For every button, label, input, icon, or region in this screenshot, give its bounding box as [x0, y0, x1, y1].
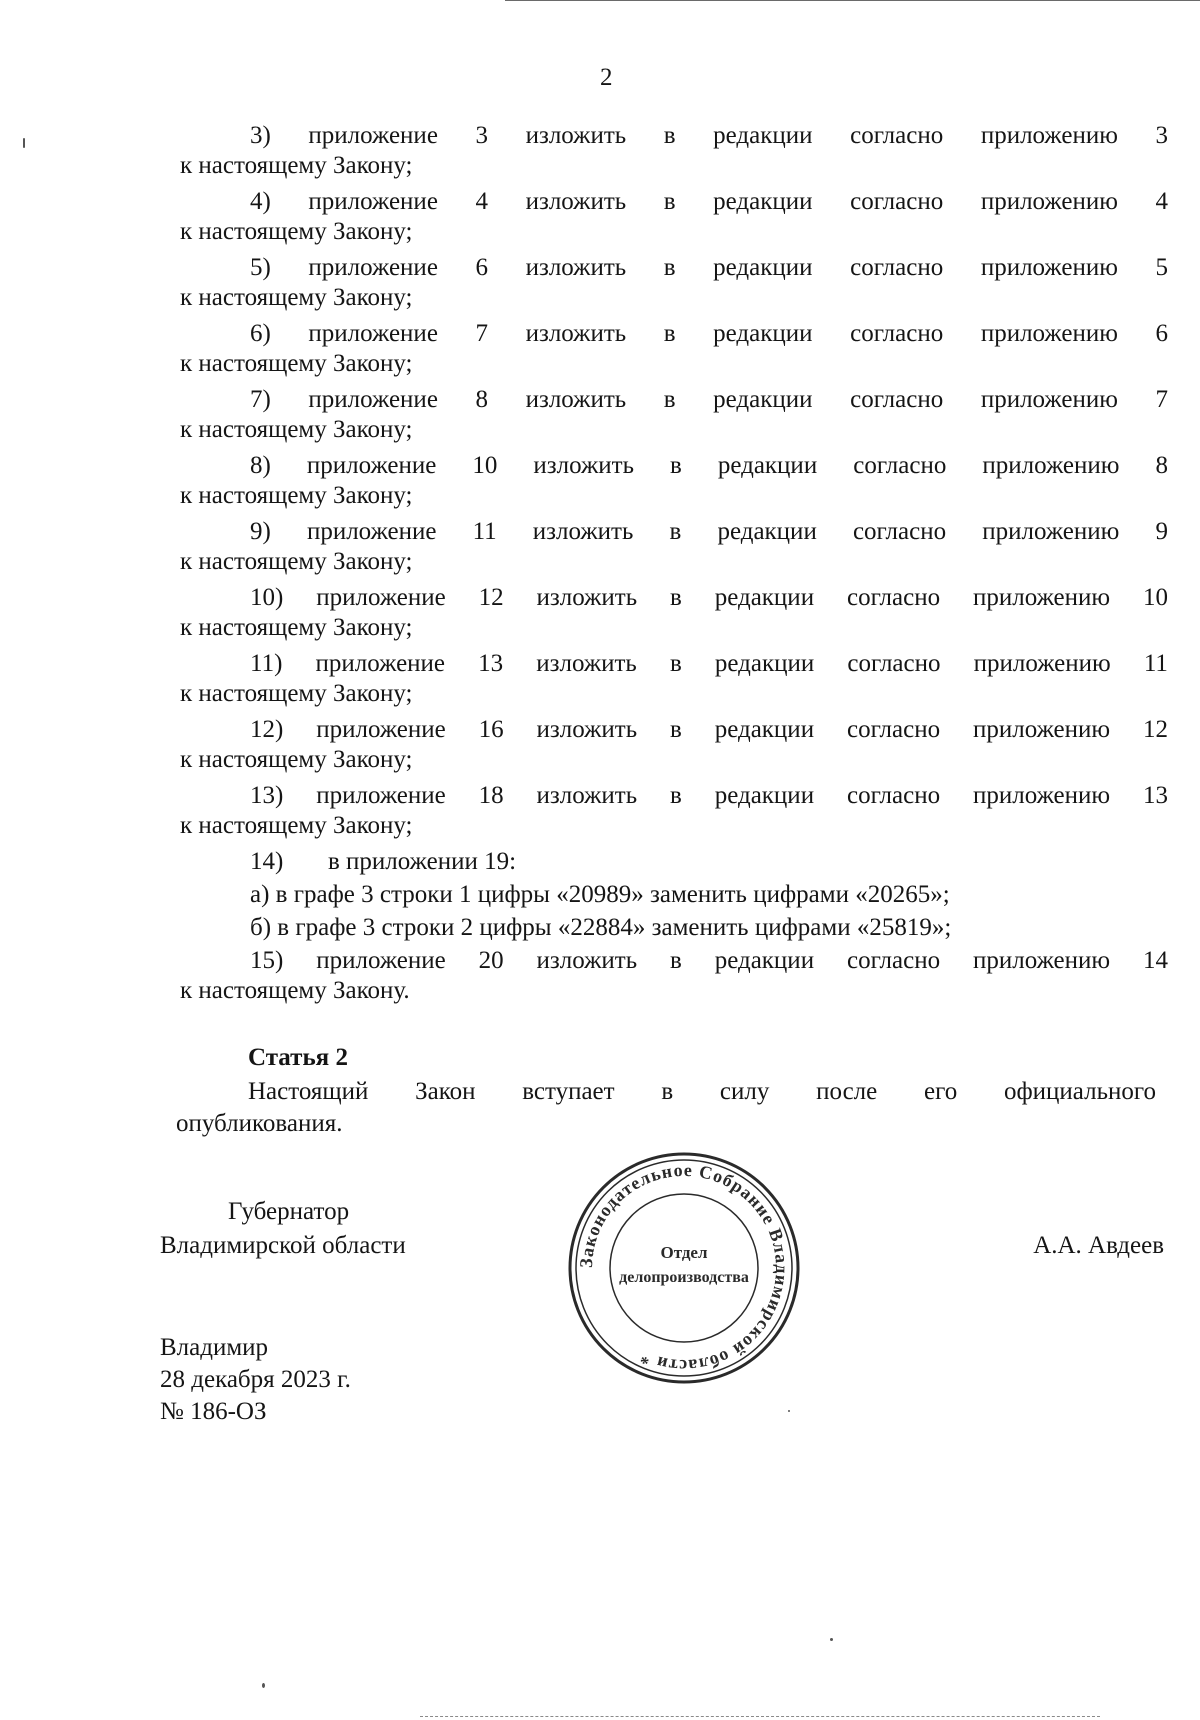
word: приложению	[973, 650, 1111, 677]
official-stamp	[564, 1148, 804, 1388]
word: после	[816, 1078, 878, 1105]
word: изложить	[536, 584, 638, 611]
word: редакции	[714, 782, 815, 809]
word: согласно	[846, 584, 941, 611]
word: изложить	[536, 650, 637, 677]
amendments-list	[180, 122, 1180, 1013]
stamp-ring-textpath: Законодательное Собрание Владимирской области *	[575, 1159, 793, 1377]
item-first-line	[250, 320, 1168, 348]
list-item	[180, 386, 1180, 452]
word: редакции	[713, 122, 813, 149]
word: в	[663, 386, 676, 413]
word: согласно	[852, 518, 947, 545]
word: приложение	[316, 947, 446, 974]
item-number: 3)	[250, 122, 271, 149]
target-number: 12	[1142, 716, 1168, 743]
list-item	[180, 584, 1180, 650]
article-2-title: Статья 2	[248, 1044, 348, 1071]
stamp-center-ring	[610, 1194, 758, 1342]
word: редакции	[717, 518, 817, 545]
appendix-number: 11	[472, 518, 497, 545]
scan-speck	[830, 1638, 833, 1641]
list-item	[180, 716, 1180, 782]
word: приложению	[980, 188, 1118, 215]
place-of-signing: Владимир	[160, 1334, 269, 1361]
item-continuation: к настоящему Закону.	[180, 977, 410, 1004]
word: вступает	[522, 1078, 615, 1105]
appendix-number: 16	[478, 716, 504, 743]
word: согласно	[847, 650, 941, 677]
word: приложению	[973, 584, 1111, 611]
stamp-ring-text	[576, 1160, 792, 1376]
word: изложить	[525, 188, 627, 215]
word: Закон	[415, 1078, 476, 1105]
word: силу	[719, 1078, 770, 1105]
scan-speck	[262, 1683, 265, 1688]
word: приложению	[982, 452, 1120, 479]
target-number: 4	[1155, 188, 1168, 215]
word: изложить	[532, 518, 634, 545]
word: изложить	[525, 320, 627, 347]
item-continuation: к настоящему Закону;	[180, 812, 413, 839]
word: в	[663, 122, 676, 149]
stamp-line-1: Отдел	[660, 1243, 708, 1262]
word: изложить	[533, 452, 634, 479]
item-first-line	[250, 716, 1168, 744]
item-number: 5)	[250, 254, 271, 281]
word: редакции	[717, 452, 818, 479]
word: приложение	[306, 518, 437, 545]
word: редакции	[713, 254, 813, 281]
word: изложить	[536, 782, 638, 809]
word: в	[670, 584, 682, 611]
item-number: 7)	[250, 386, 271, 413]
stamp-line-2: делопроизводства	[619, 1269, 749, 1286]
word: согласно	[850, 122, 944, 149]
appendix-number: 4	[475, 188, 488, 215]
word: приложению	[980, 122, 1118, 149]
word: редакции	[714, 716, 815, 743]
list-item	[180, 188, 1180, 254]
word: изложить	[536, 716, 638, 743]
word: Настоящий	[248, 1078, 369, 1105]
word: приложение	[308, 122, 438, 149]
article-2-continuation: опубликования.	[176, 1110, 343, 1137]
signatory-region: Владимирской области	[160, 1232, 406, 1259]
list-item	[180, 782, 1180, 848]
item-continuation: к настоящему Закону;	[180, 350, 413, 377]
word: в	[663, 254, 676, 281]
word: согласно	[850, 188, 944, 215]
word: приложение	[308, 254, 438, 281]
word: согласно	[850, 386, 944, 413]
word: приложение	[308, 320, 438, 347]
item-number: 10)	[250, 584, 284, 611]
appendix-number: 13	[478, 650, 504, 677]
word: приложение	[316, 716, 446, 743]
target-number: 10	[1142, 584, 1168, 611]
list-item-14	[180, 848, 1180, 881]
word: изложить	[525, 386, 627, 413]
item-number: 4)	[250, 188, 271, 215]
word: приложению	[973, 782, 1111, 809]
target-number: 14	[1142, 947, 1168, 974]
item-continuation: к настоящему Закону;	[180, 218, 413, 245]
appendix-number: 6	[475, 254, 488, 281]
item-first-line	[250, 122, 1168, 150]
sub-item-a: а) в графе 3 строки 1 цифры «20989» заменить цифрами «20265»;	[250, 881, 950, 908]
scan-speck	[788, 1410, 790, 1412]
appendix-number: 10	[472, 452, 498, 479]
word: в	[669, 650, 682, 677]
item-first-line	[250, 452, 1168, 480]
page-number: 2	[600, 64, 613, 91]
item-number: 13)	[250, 782, 284, 809]
appendix-number: 12	[478, 584, 504, 611]
word: в	[663, 188, 676, 215]
item-continuation: к настоящему Закону;	[180, 548, 413, 575]
appendix-number: 8	[475, 386, 488, 413]
item-continuation: к настоящему Закону;	[180, 284, 413, 311]
word: приложению	[973, 716, 1111, 743]
signing-date: 28 декабря 2023 г.	[160, 1366, 351, 1393]
word: приложение	[308, 188, 438, 215]
item-text: в приложении 19:	[328, 848, 517, 875]
word: приложение	[316, 584, 446, 611]
scan-speck	[23, 138, 25, 148]
item-number: 9)	[250, 518, 271, 545]
signatory-name: А.А. Авдеев	[1033, 1232, 1164, 1259]
target-number: 3	[1155, 122, 1168, 149]
appendix-number: 3	[475, 122, 488, 149]
item-continuation: к настоящему Закону;	[180, 614, 413, 641]
item-number: 12)	[250, 716, 284, 743]
item-continuation: к настоящему Закону;	[180, 746, 413, 773]
word: в	[670, 452, 682, 479]
word: согласно	[853, 452, 947, 479]
appendix-number: 7	[475, 320, 488, 347]
target-number: 13	[1142, 782, 1168, 809]
word: в	[669, 518, 682, 545]
word: редакции	[713, 320, 813, 347]
word: согласно	[850, 254, 944, 281]
target-number: 7	[1155, 386, 1168, 413]
stamp-outer-ring	[570, 1154, 798, 1382]
target-number: 8	[1155, 452, 1168, 479]
appendix-number: 18	[478, 782, 504, 809]
word: приложение	[315, 650, 446, 677]
word: приложению	[980, 254, 1118, 281]
item-first-line	[250, 584, 1168, 612]
list-item	[180, 320, 1180, 386]
target-number: 6	[1155, 320, 1168, 347]
appendix-number: 20	[478, 947, 504, 974]
word: в	[670, 947, 682, 974]
word: изложить	[536, 947, 638, 974]
top-edge-rule	[505, 0, 1200, 1]
item-first-line	[250, 518, 1168, 546]
sub-item-b: б) в графе 3 строки 2 цифры «22884» заменить цифрами «25819»;	[250, 914, 952, 941]
item-number: 6)	[250, 320, 271, 347]
item-number: 8)	[250, 452, 271, 479]
word: редакции	[714, 650, 815, 677]
item-first-line	[250, 386, 1168, 414]
item-continuation: к настоящему Закону;	[180, 680, 413, 707]
list-item	[180, 518, 1180, 584]
word: приложению	[973, 947, 1111, 974]
item-number: 15)	[250, 947, 284, 974]
word: согласно	[846, 716, 941, 743]
item-continuation: к настоящему Закону;	[180, 482, 413, 509]
word: согласно	[850, 320, 944, 347]
item-first-line	[250, 650, 1168, 678]
list-item	[180, 254, 1180, 320]
item-number: 14)	[250, 848, 284, 875]
item-continuation: к настоящему Закону;	[180, 152, 413, 179]
word: официального	[1003, 1078, 1156, 1105]
bottom-edge-rule	[420, 1716, 1100, 1718]
list-item	[180, 650, 1180, 716]
target-number: 5	[1155, 254, 1168, 281]
signatory-title: Губернатор	[228, 1198, 350, 1225]
item-continuation: к настоящему Закону;	[180, 416, 413, 443]
word: изложить	[525, 254, 627, 281]
item-first-line	[250, 188, 1168, 216]
item-first-line	[250, 947, 1168, 975]
word: приложение	[308, 386, 438, 413]
target-number: 11	[1143, 650, 1168, 677]
word: в	[661, 1078, 674, 1105]
word: приложению	[982, 518, 1120, 545]
word: согласно	[846, 782, 941, 809]
word: его	[923, 1078, 958, 1105]
target-number: 9	[1155, 518, 1168, 545]
word: в	[670, 716, 682, 743]
word: в	[670, 782, 682, 809]
item-first-line	[250, 254, 1168, 282]
word: приложение	[316, 782, 446, 809]
list-item-15	[180, 947, 1180, 1013]
item-first-line	[250, 782, 1168, 810]
list-item	[180, 122, 1180, 188]
word: редакции	[713, 386, 813, 413]
article-2-first-line	[248, 1078, 1156, 1106]
word: редакции	[714, 584, 815, 611]
item-number: 11)	[250, 650, 283, 677]
word: изложить	[525, 122, 627, 149]
word: приложение	[306, 452, 437, 479]
repeated-items	[180, 122, 1180, 848]
word: редакции	[713, 188, 813, 215]
word: приложению	[980, 320, 1118, 347]
word: согласно	[846, 947, 941, 974]
law-number: № 186-ОЗ	[160, 1398, 267, 1425]
word: приложению	[980, 386, 1118, 413]
list-item	[180, 452, 1180, 518]
word: редакции	[714, 947, 815, 974]
word: в	[663, 320, 676, 347]
